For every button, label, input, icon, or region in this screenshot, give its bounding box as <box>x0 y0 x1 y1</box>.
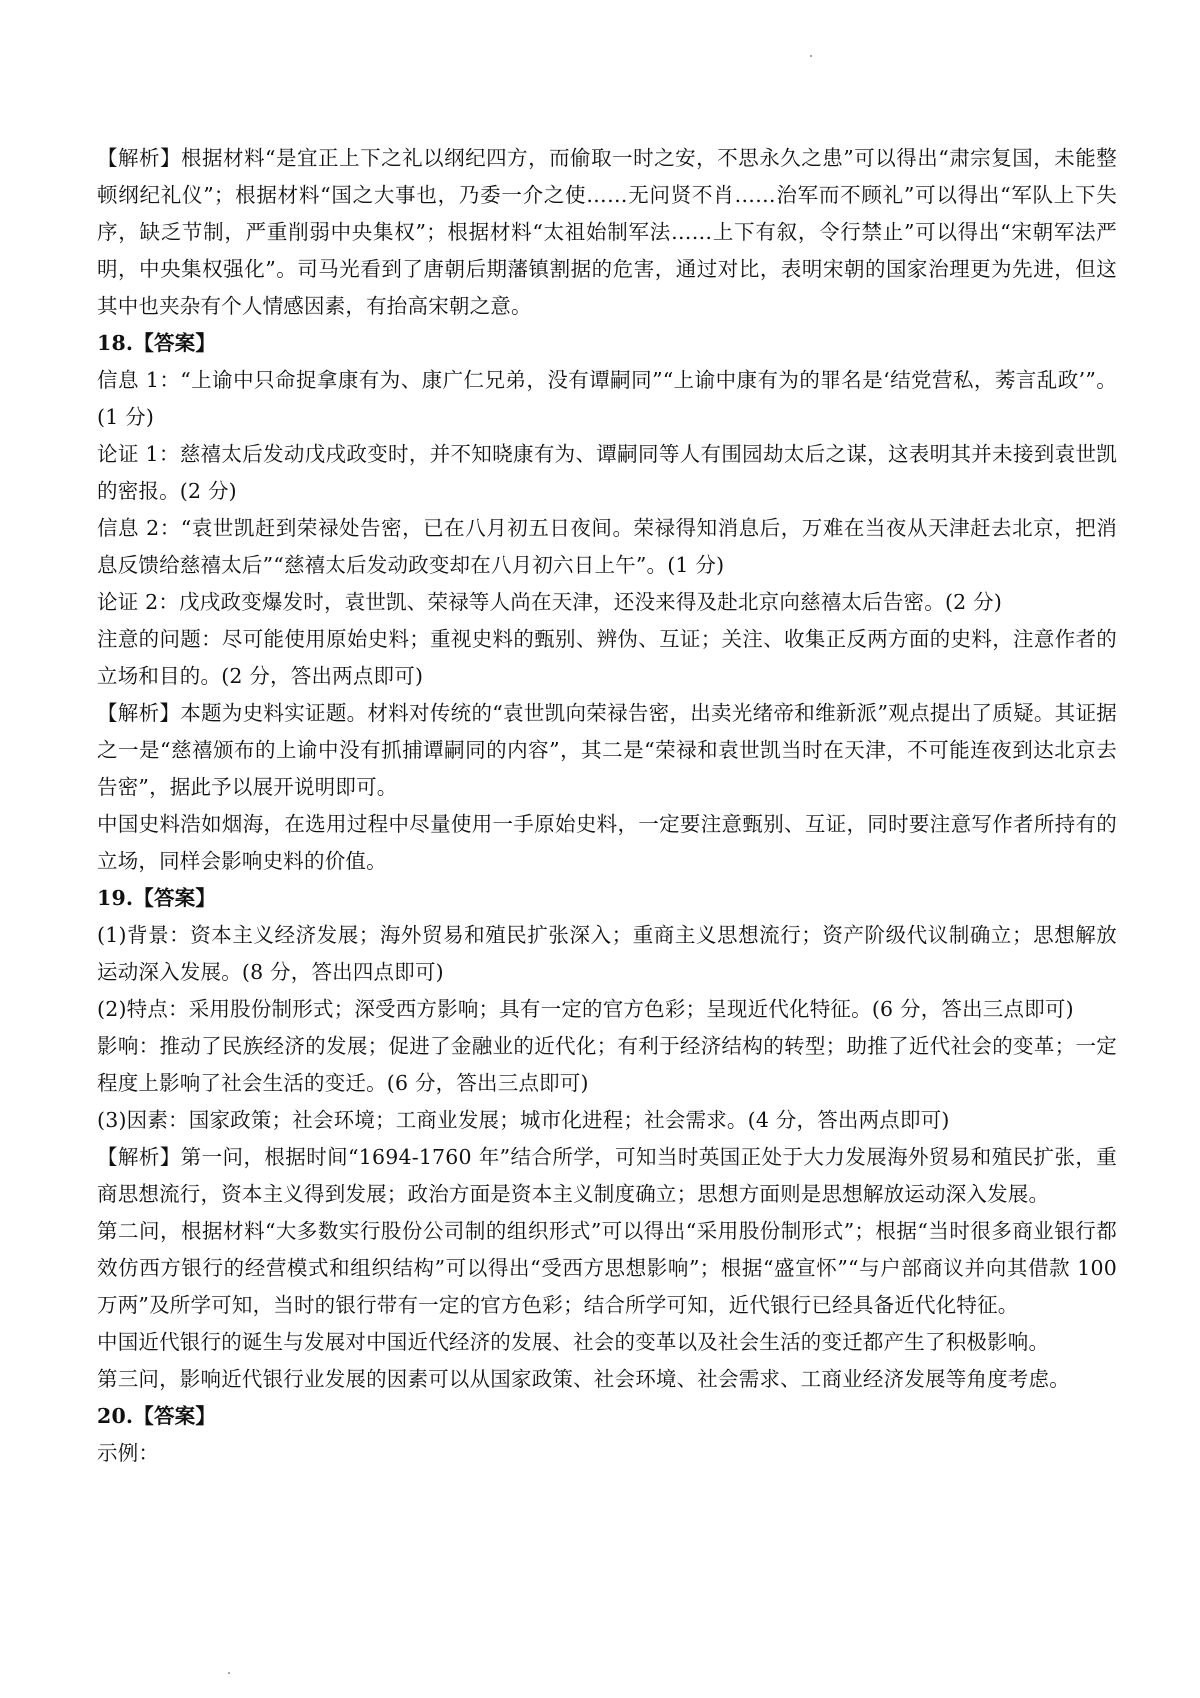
answer-heading-19: 19.【答案】 <box>97 886 217 910</box>
factors-paragraph: (3)因素：国家政策；社会环境；工商业发展；城市化进程；社会需求。(4 分，答出两点即可) <box>97 1108 950 1132</box>
attention-paragraph: 注意的问题：尽可能使用原始史料；重视史料的甄别、辨伪、互证；关注、收集正反两方面的史料，注意作者的立场和目的。(2 分，答出两点即可) <box>97 627 1117 688</box>
analysis-paragraph-17: 【解析】根据材料“是宜正上下之礼以纲纪四方，而偷取一时之安，不思永久之患”可以得出“肃宗复国，未能整顿纲纪礼仪”；根据材料“国之大事也，乃委一介之使……无问贤不肖……治军而不顾礼”可以得出“军队上下失序，缺乏节制，严重削弱中央集权”；根据材料“太祖始制军法……上下有叙，令行禁止”可以得出“宋朝军法严明，中央集权强化”。司马光看到了唐朝后期藩镇割据的危害，通过对比，表明宋朝的国家治理更为先进，但这其中也夹杂有个人情感因素，有抬高宋朝之意。 <box>97 146 1117 318</box>
background-paragraph: (1)背景：资本主义经济发展；海外贸易和殖民扩张深入；重商主义思想流行；资产阶级代议制确立；思想解放运动深入发展。(8 分，答出四点即可) <box>97 923 1117 984</box>
argument-2-paragraph: 论证 2：戊戌政变爆发时，袁世凯、荣禄等人尚在天津，还没来得及赴北京向慈禧太后告密。(2 分) <box>97 590 1003 614</box>
banking-impact-paragraph: 中国近代银行的诞生与发展对中国近代经济的发展、社会的变革以及社会生活的变迁都产生了积极影响。 <box>97 1330 1050 1354</box>
answer-heading-20: 20.【答案】 <box>97 1404 217 1428</box>
history-sources-paragraph: 中国史料浩如烟海，在选用过程中尽量使用一手原始史料，一定要注意甄别、互证，同时要注意写作者所持有的立场，同样会影响史料的价值。 <box>97 812 1117 873</box>
example-label: 示例： <box>97 1441 160 1465</box>
analysis-paragraph-18: 【解析】本题为史料实证题。材料对传统的“袁世凯向荣禄告密，出卖光绪帝和维新派”观点提出了质疑。其证据之一是“慈禧颁布的上谕中没有抓捕谭嗣同的内容”，其二是“荣禄和袁世凯当时在天津，不可能连夜到达北京去告密”，据此予以展开说明即可。 <box>97 701 1117 799</box>
analysis-paragraph-19-q3: 第三问，影响近代银行业发展的因素可以从国家政策、社会环境、社会需求、工商业经济发展等角度考虑。 <box>97 1367 1070 1391</box>
analysis-paragraph-19-q2: 第二问，根据材料“大多数实行股份公司制的组织形式”可以得出“采用股份制形式”；根据“当时很多商业银行都效仿西方银行的经营模式和组织结构”可以得出“受西方思想影响”；根据“盛宣怀”“与户部商议并向其借款 100 万两”及所学可知，当时的银行带有一定的官方色彩；结合所学可知，近代银行已经具备近代化特征。 <box>97 1219 1117 1317</box>
scan-speck-top <box>810 55 812 57</box>
scan-speck-bottom <box>228 1672 230 1674</box>
info-1-paragraph: 信息 1：“上谕中只命捉拿康有为、康广仁兄弟，没有谭嗣同”“上谕中康有为的罪名是‘结党营私，莠言乱政’”。(1 分) <box>97 368 1117 429</box>
analysis-paragraph-19-q1: 【解析】第一问，根据时间“1694-1760 年”结合所学，可知当时英国正处于大力发展海外贸易和殖民扩张，重商思想流行，资本主义得到发展；政治方面是资本主义制度确立；思想方面则是思想解放运动深入发展。 <box>97 1145 1117 1206</box>
impact-paragraph: 影响：推动了民族经济的发展；促进了金融业的近代化；有利于经济结构的转型；助推了近代社会的变革；一定程度上影响了社会生活的变迁。(6 分，答出三点即可) <box>97 1034 1117 1095</box>
features-paragraph: (2)特点：采用股份制形式；深受西方影响；具有一定的官方色彩；呈现近代化特征。(6 分，答出三点即可) <box>97 997 1074 1021</box>
info-2-paragraph: 信息 2：“袁世凯赶到荣禄处告密，已在八月初五日夜间。荣禄得知消息后，万难在当夜从天津赶去北京，把消息反馈给慈禧太后”“慈禧太后发动政变却在八月初六日上午”。(1 分) <box>97 516 1117 577</box>
answer-heading-18: 18.【答案】 <box>97 331 217 355</box>
answer-document <box>97 140 1117 1472</box>
argument-1-paragraph: 论证 1：慈禧太后发动戊戌政变时，并不知晓康有为、谭嗣同等人有围园劫太后之谋，这表明其并未接到袁世凯的密报。(2 分) <box>97 442 1117 503</box>
